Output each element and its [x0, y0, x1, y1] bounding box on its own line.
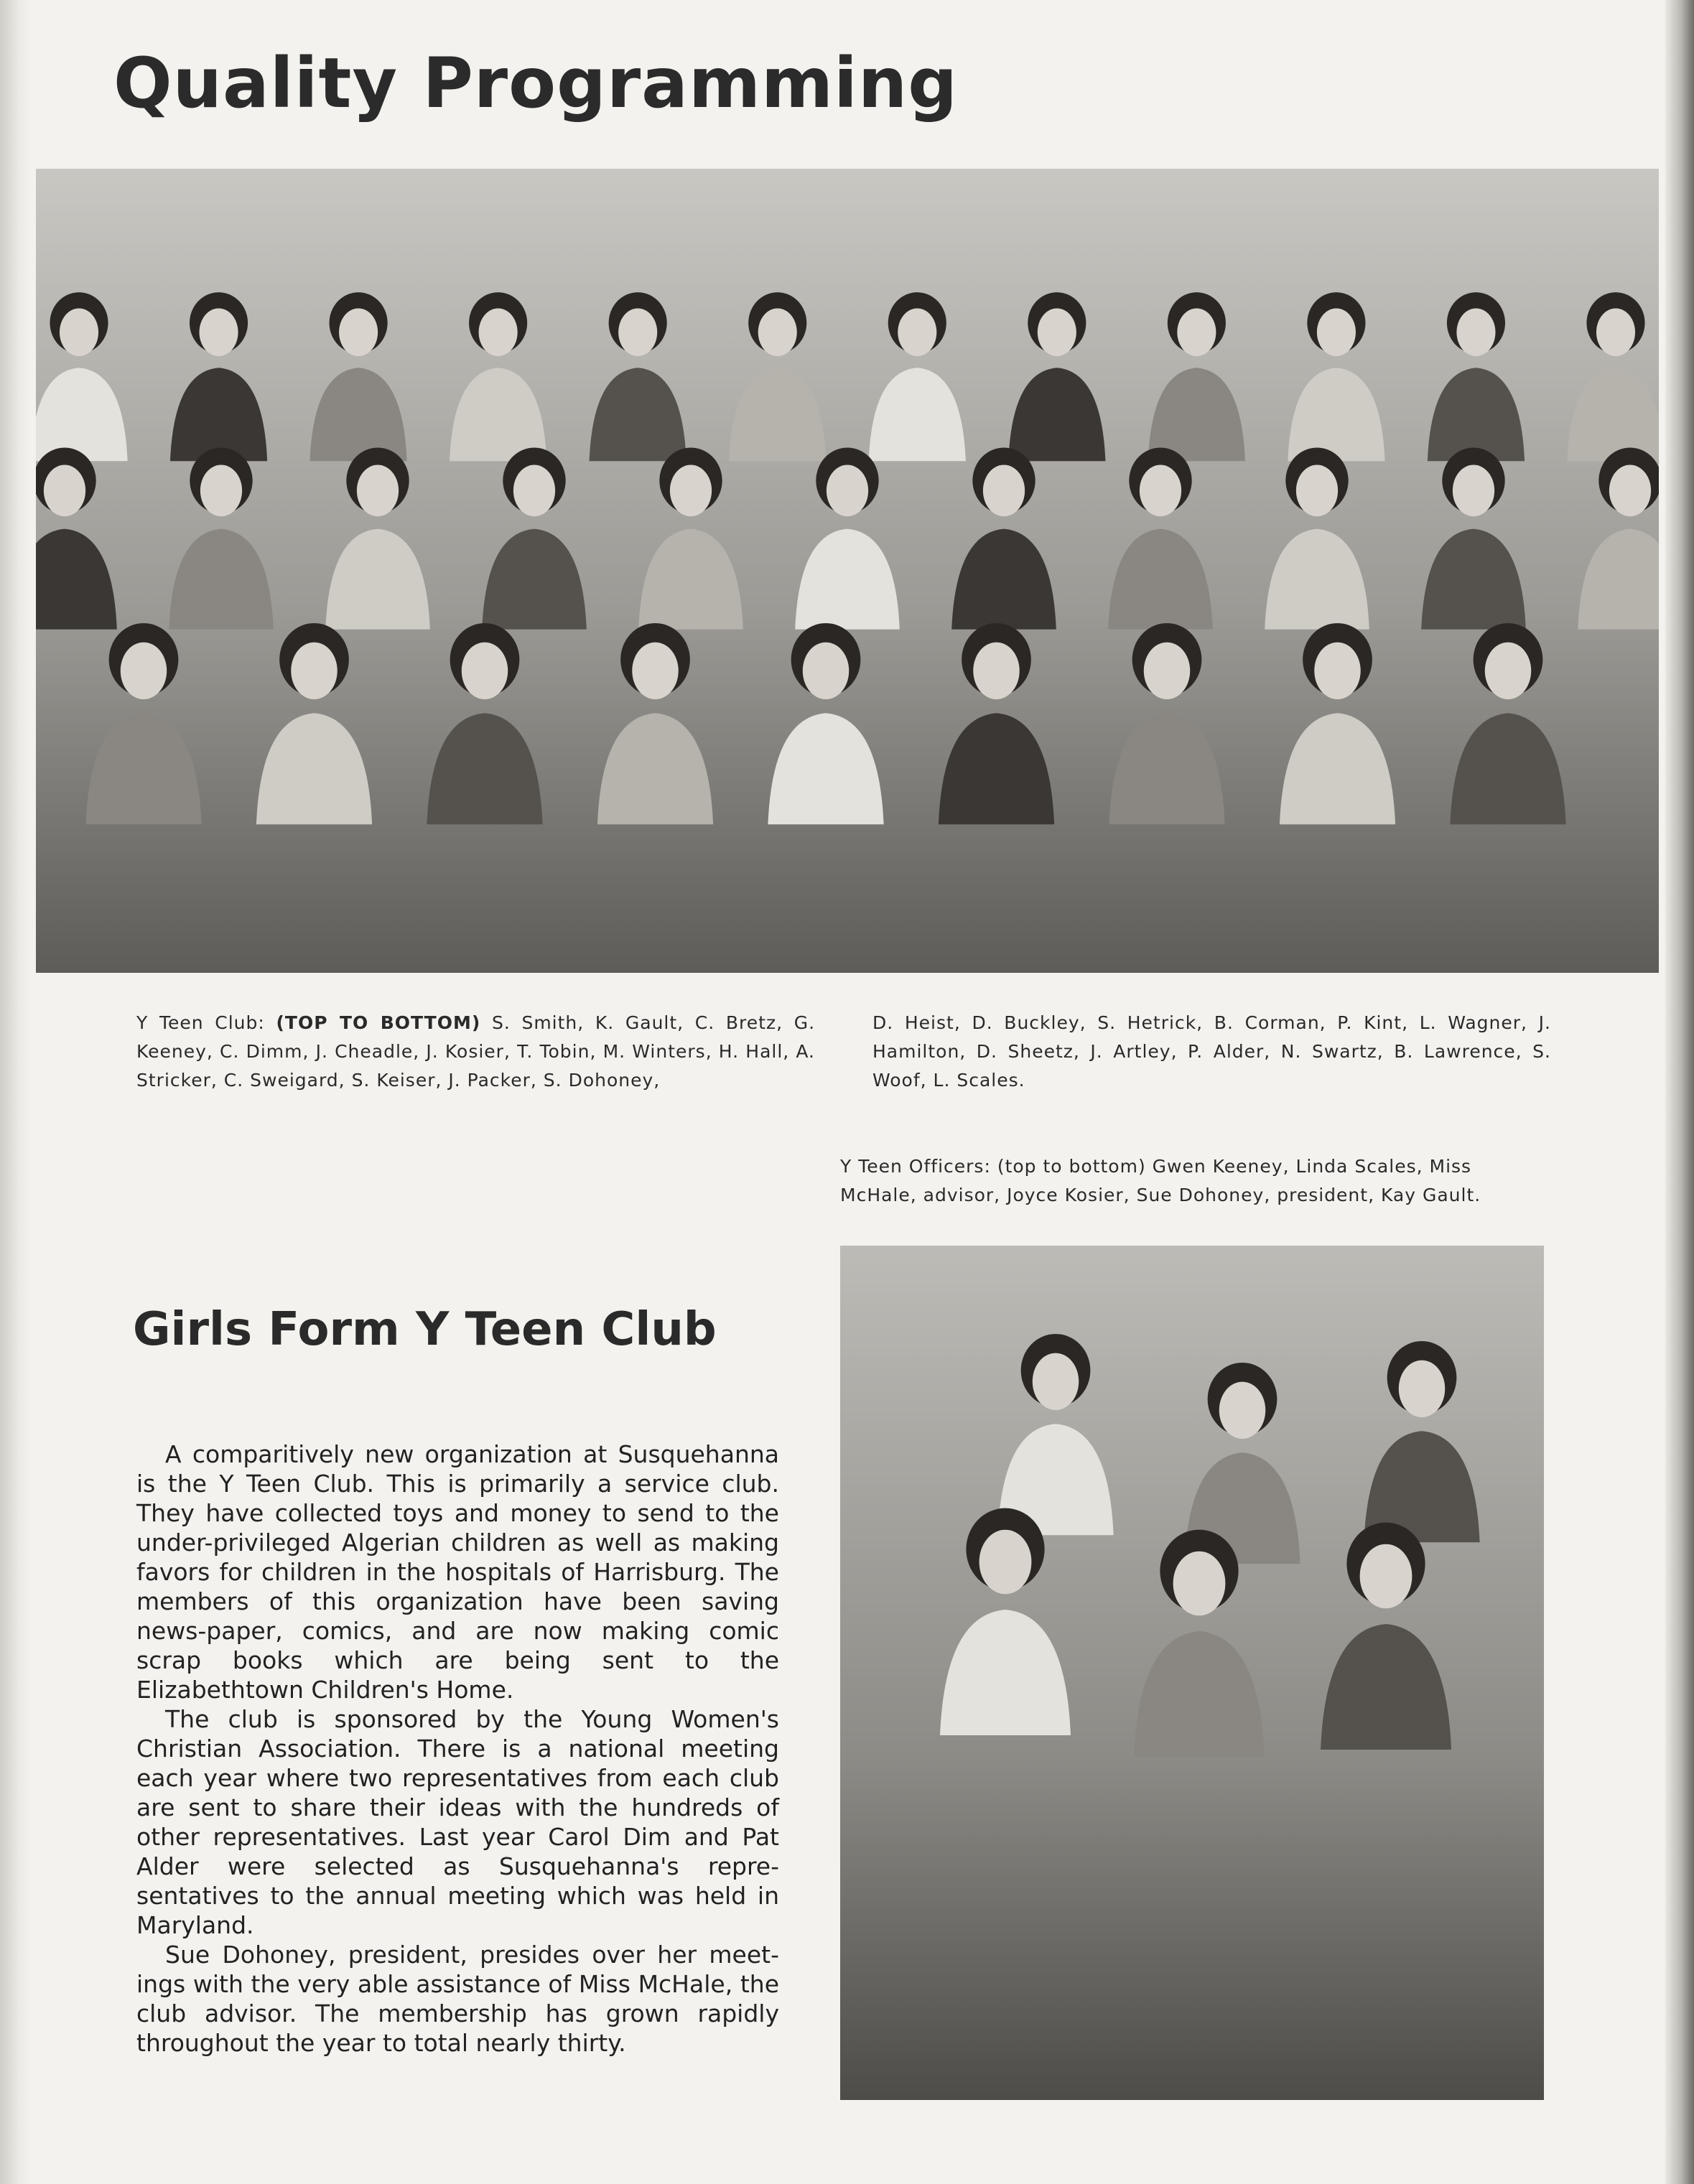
caption-names-left: S. Smith, K. Gault, C. Bretz, G. Keeney, C. Dimm, J. Cheadle, J. Kosier, T. Tobin, M. Winters, H. Hall, A. Stricker, C. Sweigard, S. Keiser, J. Packer, S. Dohoney,	[136, 1012, 816, 1091]
caption-emphasis: (TOP TO BOTTOM)	[276, 1012, 481, 1033]
officers-photo	[840, 1246, 1544, 2100]
caption-lead: Y Teen Club:	[136, 1012, 265, 1033]
article-paragraph: The club is sponsored by the Young Women's Christian Association. There is a national meeting each year where two representatives from each club are sent to share their ideas with the hundreds of other representatives. Last year Carol Dim and Pat Alder were selected as Susquehanna's repre-sentatives to the annual meeting which was held in Maryland.	[136, 1705, 779, 1939]
article-heading: Girls Form Y Teen Club	[133, 1303, 717, 1356]
page-title: Quality Programming	[113, 43, 958, 123]
article-paragraph: Sue Dohoney, president, presides over her meet-ings with the very able assistance of Miss McHale, the club advisor. The membership has grown rapidly throughout the year to total nearly thirty.	[136, 1941, 779, 2057]
officers-caption: Y Teen Officers: (top to bottom) Gwen Keeney, Linda Scales, Miss McHale, advisor, Joyce Kosier, Sue Dohoney, president, Kay Gault.	[840, 1156, 1481, 1205]
binding-gutter	[0, 0, 32, 2184]
group-caption-left	[136, 1009, 815, 1095]
page-edge-shadow	[1665, 0, 1694, 2184]
article-paragraph: A comparitively new organization at Susquehanna is the Y Teen Club. This is primarily a service club. They have collected toys and money to send to the under-privileged Algerian children as well as making favors for children in the hospitals of Harrisburg. The members of this organization have been saving news-paper, comics, and are now making comic scrap books which are being sent to the Elizabethtown Children's Home.	[136, 1440, 779, 1704]
article-body	[136, 1439, 779, 2058]
group-photo	[36, 169, 1659, 973]
group-caption-right: D. Heist, D. Buckley, S. Hetrick, B. Corman, P. Kint, L. Wagner, J. Hamilton, D. Sheetz, J. Artley, P. Alder, N. Swartz, B. Lawrence, S. Woof, L. Scales.	[872, 1012, 1551, 1091]
